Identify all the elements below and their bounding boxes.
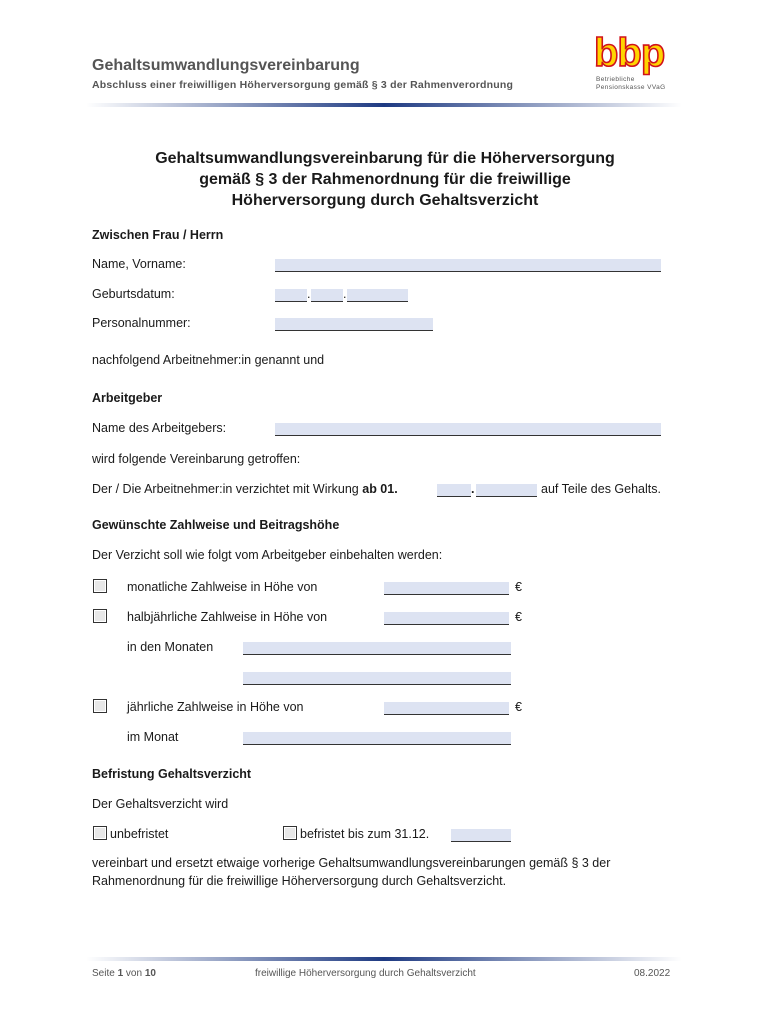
footer-center-text: freiwillige Höherversorgung durch Gehaltsverzicht — [255, 968, 476, 979]
document-header-subtitle: Abschluss einer freiwilligen Höherversorgung gemäß § 3 der Rahmenverordnung — [92, 79, 514, 91]
employer-heading: Arbeitgeber — [92, 391, 163, 405]
page-mid: von — [125, 968, 143, 979]
monthly-amount-field[interactable] — [384, 582, 509, 595]
limited-label: befristet bis zum 31.12. — [300, 827, 430, 841]
name-label: Name, Vorname: — [92, 257, 186, 271]
unlimited-checkbox[interactable] — [93, 826, 107, 840]
month-field[interactable] — [243, 732, 511, 745]
unlimited-label: unbefristet — [110, 827, 169, 841]
logo-line-2: Pensionskasse VVaG — [596, 84, 666, 91]
footer-date: 08.2022 — [634, 968, 671, 979]
term-heading: Befristung Gehaltsverzicht — [92, 767, 252, 781]
waiver-prefix: Der / Die Arbeitnehmer:in verzichtet mit Wirkung — [92, 482, 359, 496]
title-line-2: gemäß § 3 der Rahmenordnung für die freiwillige — [199, 171, 571, 188]
document-header-title: Gehaltsumwandlungsvereinbarung — [92, 57, 360, 74]
monthly-currency: € — [515, 580, 522, 594]
yearly-checkbox[interactable] — [93, 699, 107, 713]
birth-dot-2: . — [343, 287, 347, 301]
months-field-1[interactable] — [243, 642, 511, 655]
waiver-effective-date: ab 01. — [362, 482, 398, 496]
birthdate-label: Geburtsdatum: — [92, 287, 175, 301]
payment-heading: Gewünschte Zahlweise und Beitragshöhe — [92, 518, 340, 532]
halfyear-label: halbjährliche Zahlweise in Höhe von — [127, 610, 328, 624]
halfyear-currency: € — [515, 610, 522, 624]
payment-intro: Der Verzicht soll wie folgt vom Arbeitgeber einbehalten werden: — [92, 548, 443, 562]
page-prefix: Seite — [92, 968, 115, 979]
title-line-3: Höherversorgung durch Gehaltsverzicht — [231, 192, 539, 209]
footer-divider — [86, 957, 682, 961]
personnel-number-field[interactable] — [275, 318, 433, 331]
term-intro: Der Gehaltsverzicht wird — [92, 797, 229, 811]
limited-year-field[interactable] — [451, 829, 511, 842]
logo-line-1: Betriebliche — [596, 76, 635, 83]
page-total: 10 — [144, 968, 156, 979]
bbp-logo — [594, 31, 686, 93]
agreement-title — [0, 148, 770, 211]
birth-day-field[interactable] — [275, 289, 307, 302]
month-label: im Monat — [127, 730, 179, 744]
waiver-dot: . — [471, 482, 475, 496]
waiver-sentence — [92, 482, 398, 496]
halfyear-amount-field[interactable] — [384, 612, 509, 625]
personnel-number-label: Personalnummer: — [92, 316, 191, 330]
waiver-year-field[interactable] — [476, 484, 537, 497]
name-field[interactable] — [275, 259, 661, 272]
page-number — [92, 968, 156, 979]
between-heading: Zwischen Frau / Herrn — [92, 228, 224, 242]
halfyear-checkbox[interactable] — [93, 609, 107, 623]
closing-line-2: Rahmenordnung für die freiwillige Höherversorgung durch Gehaltsverzicht. — [92, 874, 507, 888]
birth-year-field[interactable] — [347, 289, 408, 302]
closing-line-1: vereinbart und ersetzt etwaige vorherige Gehaltsumwandlungsvereinbarungen gemäß § 3 der — [92, 856, 611, 870]
agreement-text: wird folgende Vereinbarung getroffen: — [92, 452, 301, 466]
birth-month-field[interactable] — [311, 289, 343, 302]
limited-checkbox[interactable] — [283, 826, 297, 840]
employer-name-field[interactable] — [275, 423, 661, 436]
logo-wordmark: bbp — [594, 31, 665, 75]
yearly-currency: € — [515, 700, 522, 714]
waiver-suffix: auf Teile des Gehalts. — [541, 482, 661, 496]
header-divider — [86, 103, 682, 107]
yearly-label: jährliche Zahlweise in Höhe von — [127, 700, 304, 714]
monthly-label: monatliche Zahlweise in Höhe von — [127, 580, 318, 594]
employer-name-label: Name des Arbeitgebers: — [92, 421, 227, 435]
employee-text: nachfolgend Arbeitnehmer:in genannt und — [92, 353, 325, 367]
months-field-2[interactable] — [243, 672, 511, 685]
monthly-checkbox[interactable] — [93, 579, 107, 593]
yearly-amount-field[interactable] — [384, 702, 509, 715]
waiver-month-field[interactable] — [437, 484, 471, 497]
months-label: in den Monaten — [127, 640, 214, 654]
page-current: 1 — [117, 968, 124, 979]
birth-dot-1: . — [307, 287, 311, 301]
title-line-1: Gehaltsumwandlungsvereinbarung für die Höherversorgung — [155, 150, 615, 167]
